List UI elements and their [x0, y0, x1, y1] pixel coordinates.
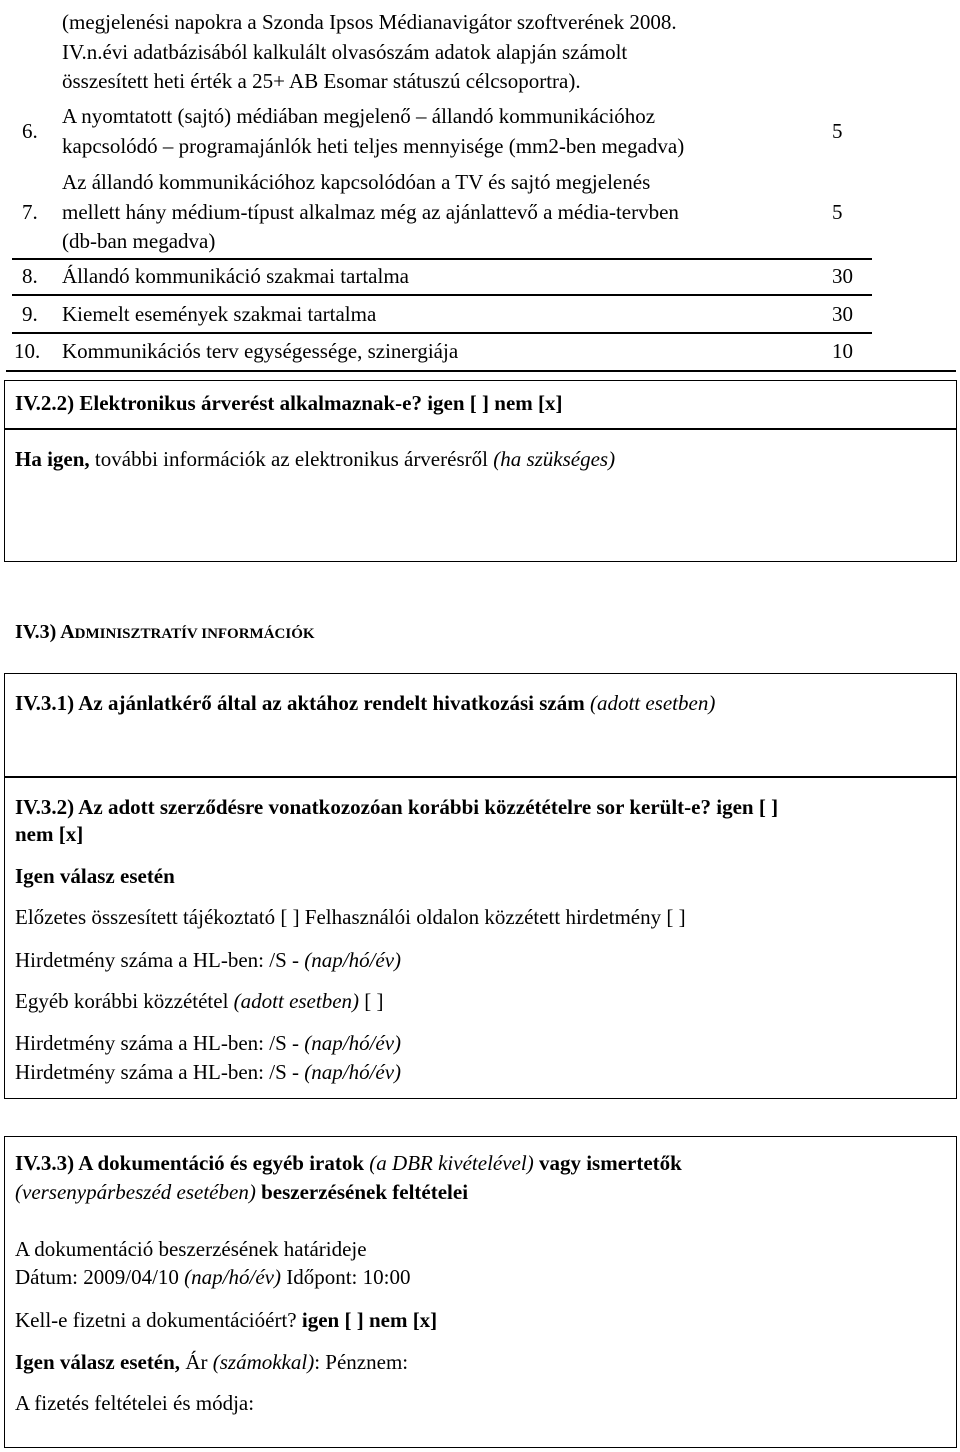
- iv31-heading: [15, 693, 715, 714]
- iv22-heading: IV.2.2) Elektronikus árverést alkalmaznak-e? igen [ ] nem [x]: [15, 391, 563, 415]
- hirdetmeny-format: (nap/hó/év): [304, 1060, 402, 1084]
- criterion-text: Állandó kommunikáció szakmai tartalma: [62, 264, 409, 288]
- intro-line: IV.n.évi adatbázisából kalkulált olvasószám adatok alapján számolt: [62, 40, 628, 64]
- iv33-italic1: (a DBR kivételével): [369, 1151, 534, 1175]
- row-divider: [12, 258, 872, 260]
- fizetni-text: Kell-e fizetni a dokumentációért?: [15, 1308, 302, 1332]
- iv33-bold3: beszerzésének feltételei: [255, 1180, 469, 1204]
- criterion-weight: 30: [832, 302, 853, 326]
- criterion-text: A nyomtatott (sajtó) médiában megjelenő – állandó kommunikációhoz: [62, 104, 656, 128]
- criterion-weight: 5: [832, 119, 843, 143]
- criterion-text: Az állandó kommunikációhoz kapcsolódóan a TV és sajtó megjelenés: [62, 170, 651, 194]
- criterion-number: 6.: [22, 119, 38, 143]
- iv33-fizetes-feltetelei: A fizetés feltételei és módja:: [15, 1391, 255, 1415]
- iv32-hirdetmeny-3: [15, 1062, 401, 1083]
- egyeb-suffix: [ ]: [359, 989, 384, 1013]
- egyeb-prefix: Egyéb korábbi közzététel: [15, 989, 234, 1013]
- iv33-ar: [15, 1352, 408, 1373]
- ha-igen-bold: Ha igen,: [15, 447, 90, 471]
- criterion-weight: 30: [832, 264, 853, 288]
- ha-igen-italic: (ha szükséges): [493, 447, 616, 471]
- hirdetmeny-format: (nap/hó/év): [304, 948, 402, 972]
- row-divider: [12, 294, 872, 296]
- hirdetmeny-prefix: Hirdetmény száma a HL-ben: /S -: [15, 1060, 305, 1084]
- iv33-heading-line1: [15, 1153, 682, 1174]
- fizetni-answer: igen [ ] nem [x]: [301, 1308, 438, 1332]
- iv22-divider: [5, 428, 956, 430]
- iv31-bold: IV.3.1) Az ajánlatkérő által az aktához rendelt hivatkozási szám: [15, 691, 590, 715]
- iv32-igen-valasz: Igen válasz esetén: [15, 864, 175, 888]
- iv33-hatarido-label: A dokumentáció beszerzésének határideje: [15, 1237, 367, 1261]
- iv32-hirdetmeny-2: [15, 1033, 401, 1054]
- iv33-heading-line2: [15, 1182, 468, 1203]
- iv31-italic: (adott esetben): [589, 691, 716, 715]
- ar-bold: Igen válasz esetén,: [15, 1350, 181, 1374]
- datum-format: (nap/hó/év): [184, 1265, 281, 1289]
- ha-igen-text: további információk az elektronikus árverésről: [89, 447, 494, 471]
- row-divider: [12, 332, 872, 334]
- iv33-italic2: (versenypárbeszéd esetében): [15, 1180, 256, 1204]
- intro-line: (megjelenési napokra a Szonda Ipsos Médianavigátor szoftverének 2008.: [62, 10, 677, 34]
- intro-line: összesített heti érték a 25+ AB Esomar státuszú célcsoportra).: [62, 69, 581, 93]
- hirdetmeny-format: (nap/hó/év): [304, 1031, 402, 1055]
- iv32-elozetes: Előzetes összesített tájékoztató [ ] Felhasználói oldalon közzétett hirdetmény [ ]: [15, 905, 686, 929]
- iv3-title-rest: DMINISZTRATÍV INFORMÁCIÓK: [74, 626, 315, 642]
- ar-text2: : Pénznem:: [314, 1350, 409, 1374]
- criterion-number: 10.: [14, 339, 41, 363]
- criterion-text: mellett hány médium-típust alkalmaz még az ajánlattevő a média-tervben: [62, 200, 679, 224]
- criterion-weight: 5: [832, 200, 843, 224]
- ar-italic: (számokkal): [212, 1350, 315, 1374]
- iv33-datum: [15, 1267, 410, 1288]
- iv32-egyeb: [15, 991, 384, 1012]
- hirdetmeny-prefix: Hirdetmény száma a HL-ben: /S -: [15, 948, 305, 972]
- iv3-title-initial: A: [60, 621, 75, 643]
- iv33-bold1: IV.3.3) A dokumentáció és egyéb iratok: [15, 1151, 370, 1175]
- iv32-heading-line1: IV.3.2) Az adott szerződésre vonatkozozóan korábbi közzétételre sor került-e? igen [ ]: [15, 795, 779, 819]
- datum-prefix: Dátum: 2009/04/10: [15, 1265, 185, 1289]
- iv22-ha-igen: [15, 449, 615, 470]
- ar-text1: Ár: [180, 1350, 213, 1374]
- criterion-text: Kiemelt események szakmai tartalma: [62, 302, 377, 326]
- hirdetmeny-prefix: Hirdetmény száma a HL-ben: /S -: [15, 1031, 305, 1055]
- iv32-hirdetmeny-1: [15, 950, 401, 971]
- criterion-number: 7.: [22, 200, 38, 224]
- iv3-prefix: IV.3): [15, 621, 61, 643]
- table-bottom-rule: [6, 370, 956, 372]
- criterion-number: 8.: [22, 264, 38, 288]
- iv32-heading-line2: nem [x]: [15, 822, 84, 846]
- criterion-text: kapcsolódó – programajánlók heti teljes mennyisége (mm2-ben megadva): [62, 134, 685, 158]
- egyeb-italic: (adott esetben): [233, 989, 360, 1013]
- criterion-number: 9.: [22, 302, 38, 326]
- criterion-text: (db-ban megadva): [62, 229, 216, 253]
- iv33-bold2: vagy ismertetők: [533, 1151, 682, 1175]
- iv33-fizetni: [15, 1310, 437, 1331]
- section-iv31-box: [4, 673, 957, 777]
- criterion-text: Kommunikációs terv egységessége, szinergiája: [62, 339, 459, 363]
- iv3-heading: [15, 622, 315, 642]
- criterion-weight: 10: [832, 339, 853, 363]
- datum-suffix: Időpont: 10:00: [280, 1265, 411, 1289]
